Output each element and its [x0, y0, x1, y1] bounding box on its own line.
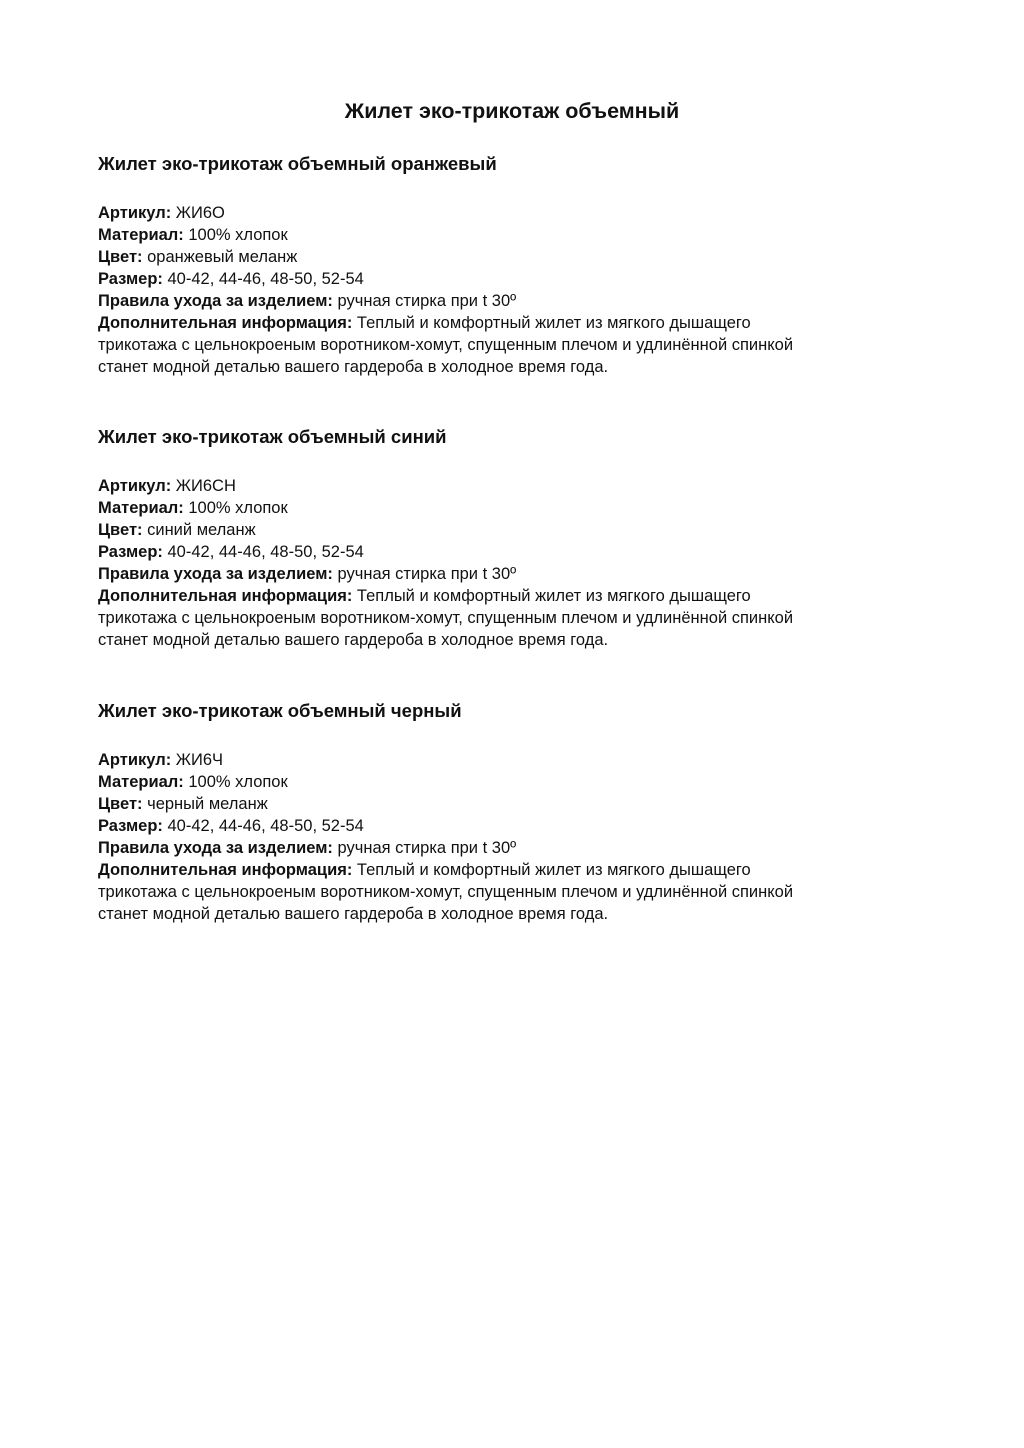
size-label: Размер: — [98, 543, 163, 561]
product-section-blue — [98, 425, 958, 651]
color-label: Цвет: — [98, 521, 143, 539]
product-heading: Жилет эко-трикотаж объемный синий — [98, 426, 447, 447]
document-title: Жилет эко-трикотаж объемный — [344, 99, 680, 123]
material-value: 100% хлопок — [183, 226, 288, 244]
info-field — [98, 585, 918, 651]
product-section-orange — [98, 152, 958, 378]
info-text-3: станет модной деталью вашего гардероба в холодное время года. — [98, 358, 609, 376]
material-label: Материал: — [98, 226, 184, 244]
material-label: Материал: — [98, 773, 184, 791]
article-label: Артикул: — [98, 751, 172, 769]
info-text-2: трикотажа с цельнокроеным воротником-хомут, спущенным плечом и удлинённой спинкой — [98, 336, 794, 354]
color-field — [98, 519, 958, 541]
size-field — [98, 268, 958, 290]
care-field — [98, 837, 958, 859]
info-label: Дополнительная информация: — [98, 587, 353, 605]
care-field — [98, 563, 958, 585]
article-value: ЖИ6Ч — [171, 751, 224, 769]
color-label: Цвет: — [98, 248, 143, 266]
info-text-3: станет модной деталью вашего гардероба в холодное время года. — [98, 631, 609, 649]
material-field — [98, 497, 958, 519]
color-value: черный меланж — [142, 795, 268, 813]
care-label: Правила ухода за изделием: — [98, 292, 333, 310]
color-value: оранжевый меланж — [142, 248, 298, 266]
material-field — [98, 771, 958, 793]
info-field — [98, 312, 918, 378]
info-text-2: трикотажа с цельнокроеным воротником-хомут, спущенным плечом и удлинённой спинкой — [98, 883, 794, 901]
care-field — [98, 290, 958, 312]
info-line — [98, 859, 918, 881]
info-label: Дополнительная информация: — [98, 314, 353, 332]
care-label: Правила ухода за изделием: — [98, 839, 333, 857]
size-field — [98, 815, 958, 837]
article-value: ЖИ6СН — [171, 477, 236, 495]
product-section-black — [98, 699, 958, 925]
article-label: Артикул: — [98, 204, 172, 222]
care-value: ручная стирка при t 30º — [332, 565, 517, 583]
article-field — [98, 749, 958, 771]
info-field — [98, 859, 918, 925]
info-text-2: трикотажа с цельнокроеным воротником-хомут, спущенным плечом и удлинённой спинкой — [98, 609, 794, 627]
info-text-1: Теплый и комфортный жилет из мягкого дышащего — [352, 587, 751, 605]
size-field — [98, 541, 958, 563]
color-field — [98, 246, 958, 268]
color-label: Цвет: — [98, 795, 143, 813]
material-value: 100% хлопок — [183, 773, 288, 791]
info-line — [98, 312, 918, 334]
size-value: 40-42, 44-46, 48-50, 52-54 — [162, 270, 364, 288]
care-value: ручная стирка при t 30º — [332, 292, 517, 310]
size-value: 40-42, 44-46, 48-50, 52-54 — [162, 543, 364, 561]
article-field — [98, 202, 958, 224]
material-value: 100% хлопок — [183, 499, 288, 517]
material-label: Материал: — [98, 499, 184, 517]
info-line — [98, 585, 918, 607]
product-heading: Жилет эко-трикотаж объемный оранжевый — [98, 153, 497, 174]
info-text-1: Теплый и комфортный жилет из мягкого дышащего — [352, 861, 751, 879]
material-field — [98, 224, 958, 246]
info-text-3: станет модной деталью вашего гардероба в холодное время года. — [98, 905, 609, 923]
size-label: Размер: — [98, 817, 163, 835]
product-heading: Жилет эко-трикотаж объемный черный — [98, 700, 462, 721]
size-value: 40-42, 44-46, 48-50, 52-54 — [162, 817, 364, 835]
color-value: синий меланж — [142, 521, 256, 539]
size-label: Размер: — [98, 270, 163, 288]
info-text-1: Теплый и комфортный жилет из мягкого дышащего — [352, 314, 751, 332]
care-label: Правила ухода за изделием: — [98, 565, 333, 583]
article-field — [98, 475, 958, 497]
color-field — [98, 793, 958, 815]
article-label: Артикул: — [98, 477, 172, 495]
care-value: ручная стирка при t 30º — [332, 839, 517, 857]
article-value: ЖИ6О — [171, 204, 225, 222]
info-label: Дополнительная информация: — [98, 861, 353, 879]
